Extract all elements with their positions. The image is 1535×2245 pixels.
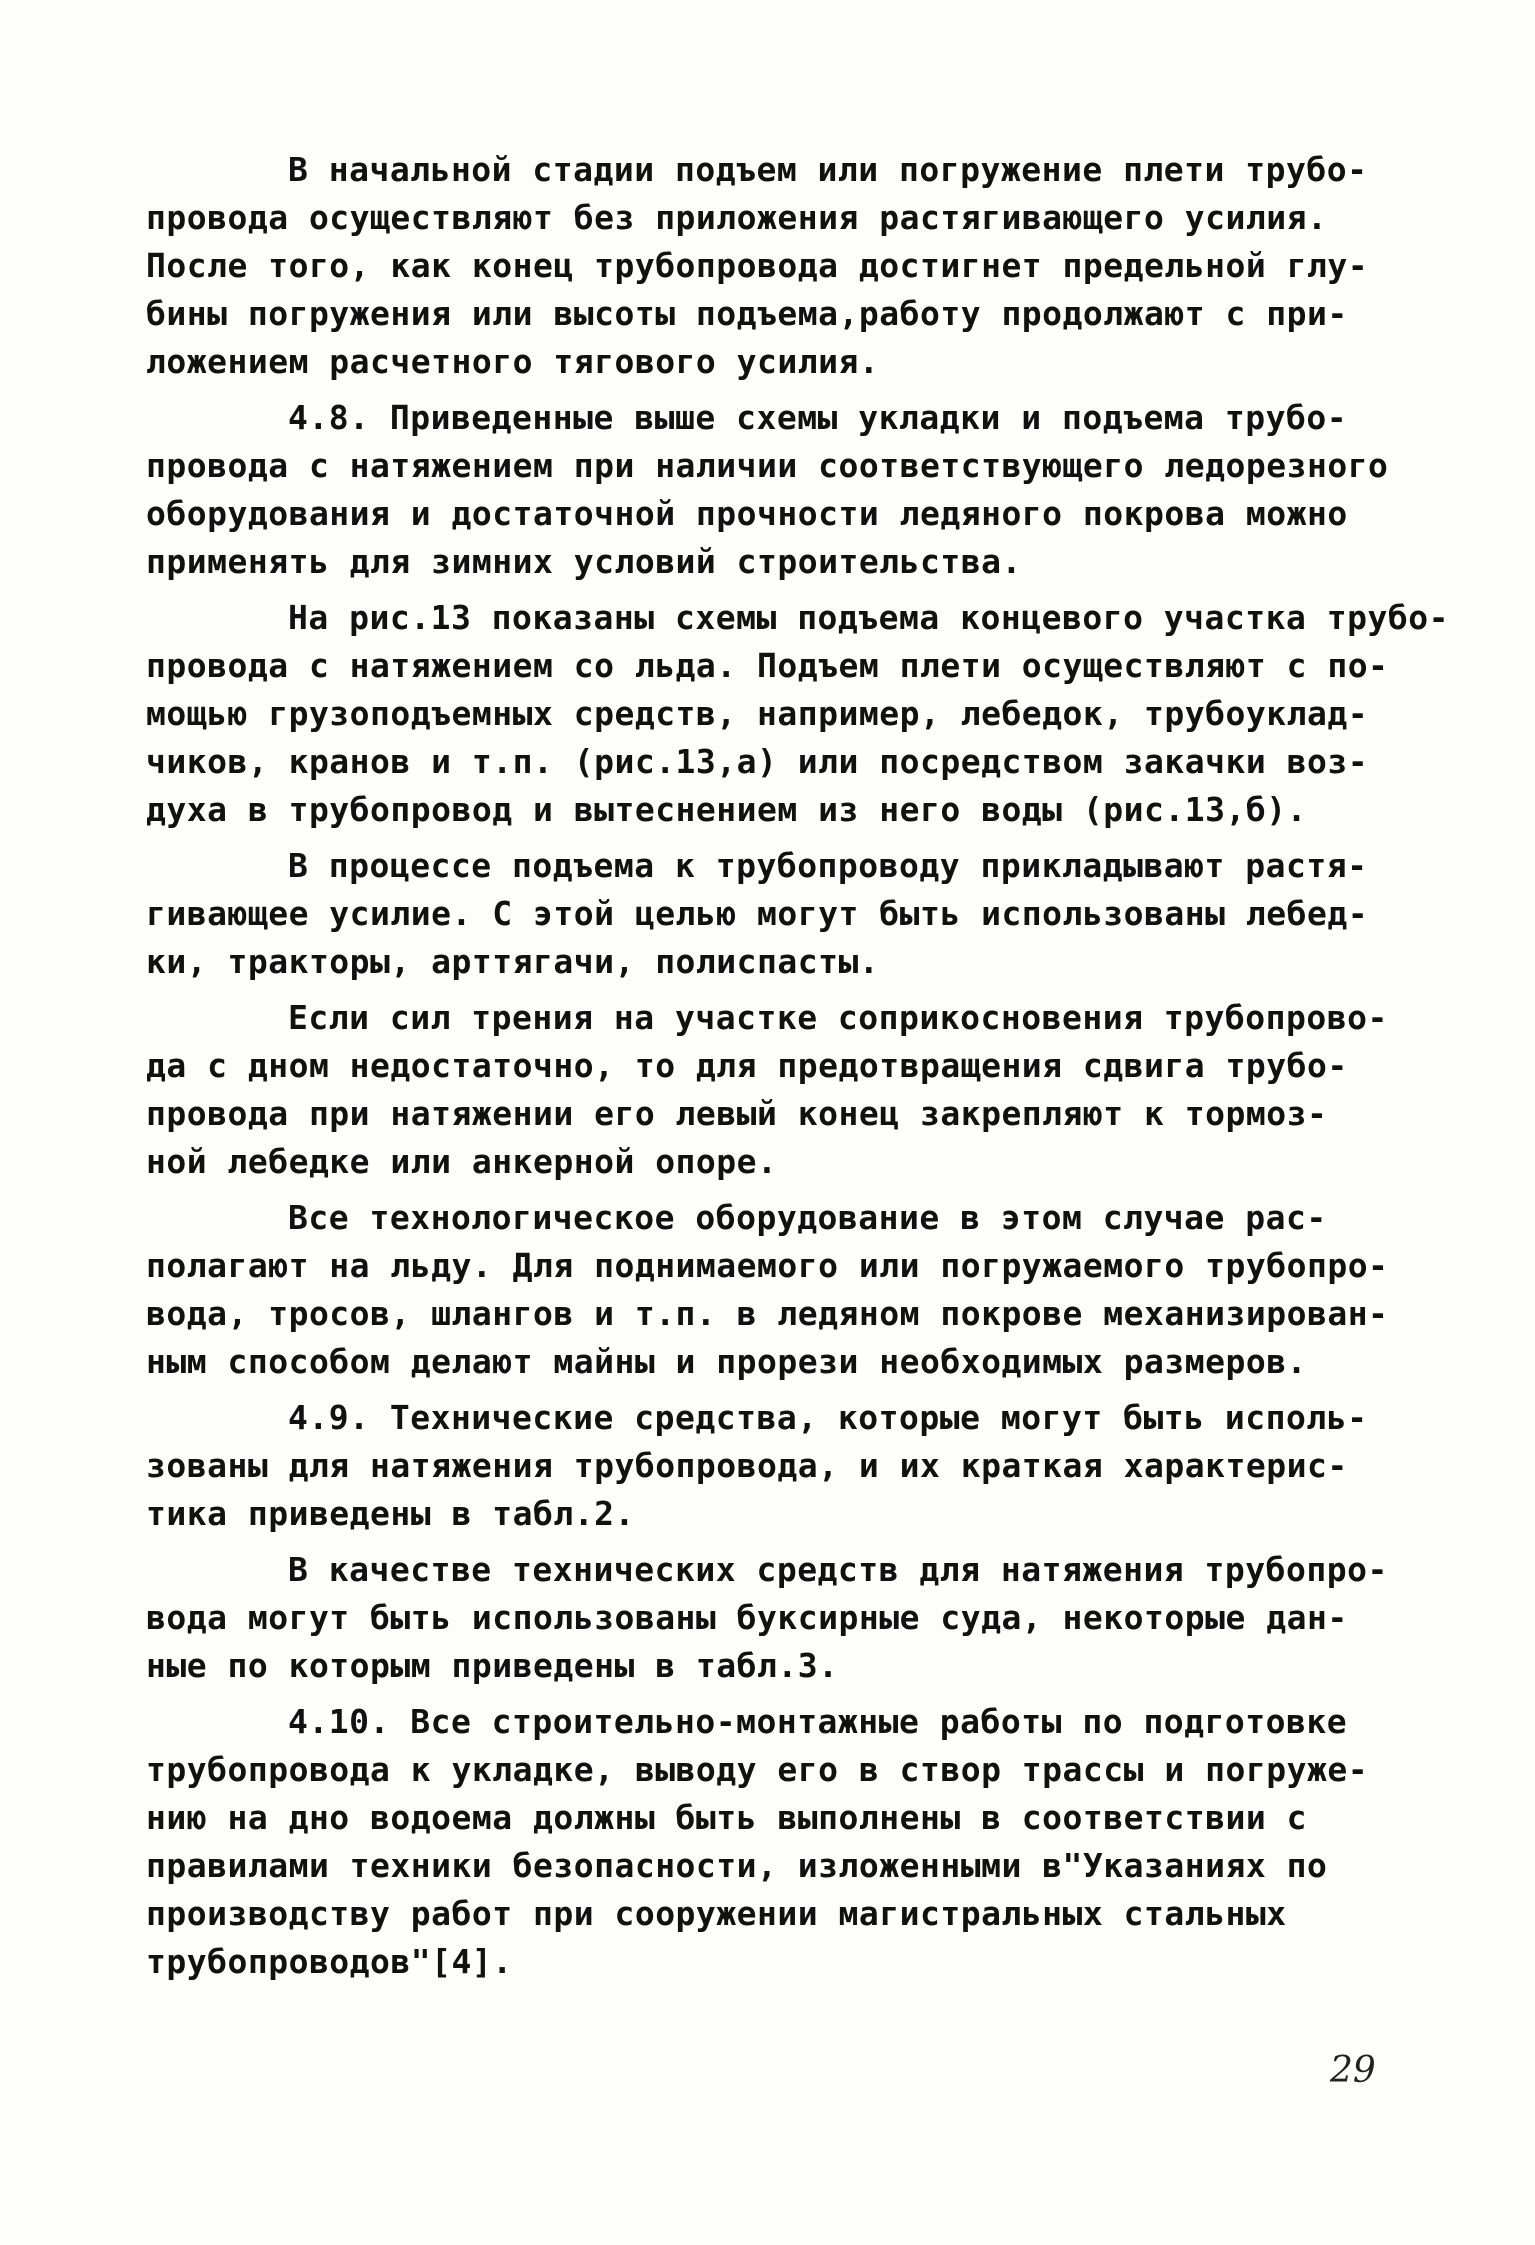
text-line: 4.8. Приведенные выше схемы укладки и подъема трубо- (288, 398, 1348, 437)
text-line: В начальной стадии подъем или погружение плети трубо- (288, 150, 1368, 189)
text-line: полагают на льду. Для поднимаемого или погружаемого трубопро- (146, 1246, 1389, 1285)
text-line: нию на дно водоема должны быть выполнены в соответствии с (146, 1798, 1307, 1837)
text-line: ки, тракторы, арттягачи, полиспасты. (146, 942, 880, 981)
text-line: зованы для натяжения трубопровода, и их краткая характерис- (146, 1446, 1348, 1485)
text-line: бины погружения или высоты подъема,работу продолжают с при- (146, 294, 1348, 333)
text-line: тика приведены в табл.2. (146, 1494, 635, 1533)
text-line: вода могут быть использованы буксирные суда, некоторые дан- (146, 1598, 1348, 1637)
text-line: Все технологическое оборудование в этом случае рас- (288, 1198, 1327, 1237)
page-number: 29 (1330, 2050, 1376, 2091)
text-line: гивающее усилие. С этой целью могут быть использованы лебед- (146, 894, 1369, 933)
text-line: мощью грузоподъемных средств, например, лебедок, трубоуклад- (146, 694, 1369, 733)
text-line: вода, тросов, шлангов и т.п. в ледяном покрове механизирован- (146, 1294, 1389, 1333)
text-line: применять для зимних условий строительства. (146, 542, 1022, 581)
body-text (146, 146, 1449, 1986)
text-line: правилами техники безопасности, изложенными в"Указаниях по (146, 1846, 1328, 1885)
text-line: трубопроводов"[4]. (146, 1942, 513, 1981)
text-line: ные по которым приведены в табл.3. (146, 1646, 839, 1685)
text-line: провода при натяжении его левый конец закрепляют к тормоз- (146, 1094, 1328, 1133)
text-line: ной лебедке или анкерной опоре. (146, 1142, 778, 1181)
text-line: провода осуществляют без приложения растягивающего усилия. (146, 198, 1328, 237)
text-line: производству работ при сооружении магистральных стальных (146, 1894, 1287, 1933)
text-line: В процессе подъема к трубопроводу прикладывают растя- (288, 846, 1368, 885)
text-line: оборудования и достаточной прочности ледяного покрова можно (146, 494, 1348, 533)
text-line: 4.10. Все строительно-монтажные работы по подготовке (288, 1702, 1348, 1741)
text-line: В качестве технических средств для натяжения трубопро- (288, 1550, 1388, 1589)
text-line: Если сил трения на участке соприкосновения трубопрово- (288, 998, 1388, 1037)
text-line: провода с натяжением со льда. Подъем плети осуществляют с по- (146, 646, 1389, 685)
text-line: чиков, кранов и т.п. (рис.13,а) или посредством закачки воз- (146, 742, 1369, 781)
text-line: ным способом делают майны и прорези необходимых размеров. (146, 1342, 1307, 1381)
text-line: да с дном недостаточно, то для предотвращения сдвига трубо- (146, 1046, 1348, 1085)
text-line: трубопровода к укладке, выводу его в створ трассы и погруже- (146, 1750, 1369, 1789)
text-line: провода с натяжением при наличии соответствующего ледорезного (146, 446, 1389, 485)
text-line: После того, как конец трубопровода достигнет предельной глу- (146, 246, 1369, 285)
text-line: духа в трубопровод и вытеснением из него воды (рис.13,б). (146, 790, 1307, 829)
text-line: ложением расчетного тягового усилия. (146, 342, 880, 381)
text-line: На рис.13 показаны схемы подъема концевого участка трубо- (288, 598, 1449, 637)
text-line: 4.9. Технические средства, которые могут быть исполь- (288, 1398, 1368, 1437)
